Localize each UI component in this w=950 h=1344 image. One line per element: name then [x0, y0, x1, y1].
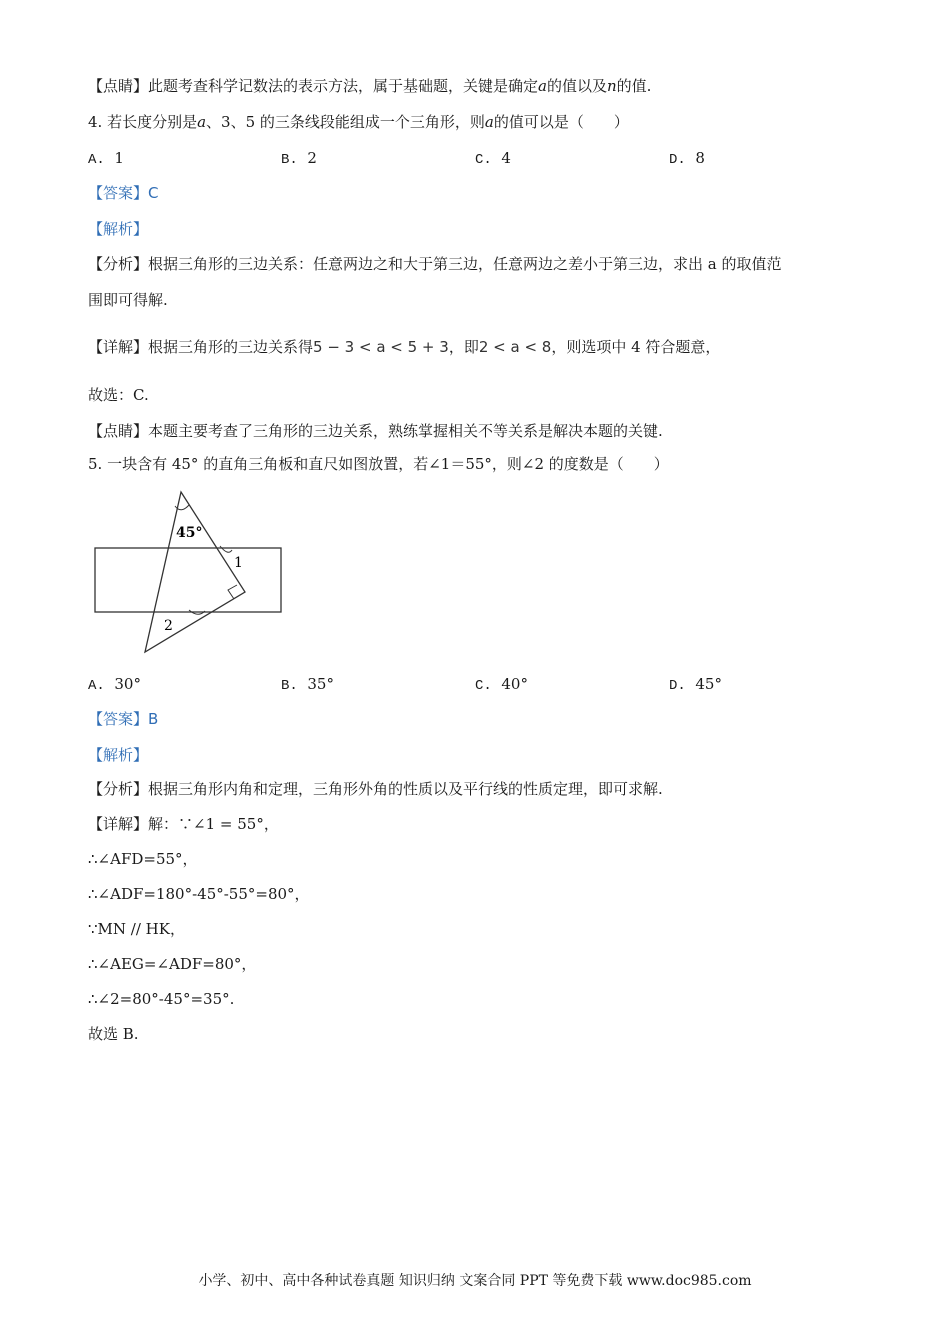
question-5-stem: 5. 一块含有 45° 的直角三角板和直尺如图放置，若∠1＝55°，则∠2 的度数是（ ）	[88, 455, 669, 473]
angle-1-arc	[220, 546, 232, 552]
question-4-stem: 4. 若长度分别是a、3、5 的三条线段能组成一个三角形，则a的值可以是（ ）	[88, 113, 629, 131]
q4-fenxi-cont: 围即可得解.	[88, 291, 168, 309]
q4-choose: 故选：C.	[88, 386, 149, 404]
q4-answer: 【答案】C	[88, 184, 159, 202]
label-angle-2: 2	[164, 618, 173, 634]
q5-fenxi: 【分析】根据三角形内角和定理，三角形外角的性质以及平行线的性质定理，即可求解.	[88, 780, 663, 798]
q5-analysis-tag: 【解析】	[88, 746, 149, 764]
q5-step: ∴∠AFD=55°，	[88, 850, 198, 868]
q5-step: ∵MN // HK，	[88, 920, 185, 938]
key-point-line: 【点睛】此题考查科学记数法的表示方法，属于基础题，关键是确定a的值以及n的值.	[88, 77, 652, 95]
tag-dianjing: 【点睛】	[88, 77, 149, 95]
page-footer: 小学、初中、高中各种试卷真题 知识归纳 文案合同 PPT 等免费下载 www.doc985.com	[198, 1273, 752, 1289]
triangle-ruler-figure	[88, 488, 288, 656]
label-angle-1: 1	[234, 555, 243, 571]
label-45: 45°	[176, 525, 203, 541]
q4-detail: 【详解】根据三角形的三边关系得5 − 3 < a < 5 + 3，即2 < a < 8，则选项中 4 符合题意，	[88, 338, 721, 356]
q4-option-d: D. 8	[669, 149, 705, 168]
inequality-1: 5 − 3 < a < 5 + 3	[313, 338, 449, 356]
q5-step: ∴∠ADF=180°-45°-55°=80°，	[88, 885, 310, 903]
ruler	[95, 548, 281, 612]
q5-detail: 【详解】解：∵∠1 = 55°，	[88, 815, 279, 833]
q5-step: ∴∠2=80°-45°=35°.	[88, 990, 235, 1008]
inequality-2: 2 < a < 8	[478, 338, 552, 356]
q5-step: ∴∠AEG=∠ADF=80°，	[88, 955, 257, 973]
q4-option-c: C. 4	[475, 149, 511, 168]
q5-answer: 【答案】B	[88, 710, 159, 728]
set-square	[145, 492, 245, 652]
q5-option-d: D. 45°	[669, 675, 722, 694]
q5-option-c: C. 40°	[475, 675, 528, 694]
q4-option-b: B. 2	[281, 149, 317, 168]
q4-analysis-tag: 【解析】	[88, 220, 149, 238]
q4-fenxi: 【分析】根据三角形的三边关系：任意两边之和大于第三边，任意两边之差小于第三边，求出 a 的取值范	[88, 255, 782, 273]
q5-option-a: A. 30°	[88, 675, 141, 694]
q4-key-point: 【点睛】本题主要考查了三角形的三边关系，熟练掌握相关不等关系是解决本题的关键.	[88, 422, 663, 440]
q4-option-a: A. 1	[88, 149, 124, 168]
q5-option-b: B. 35°	[281, 675, 334, 694]
q5-choose: 故选 B.	[88, 1025, 139, 1043]
